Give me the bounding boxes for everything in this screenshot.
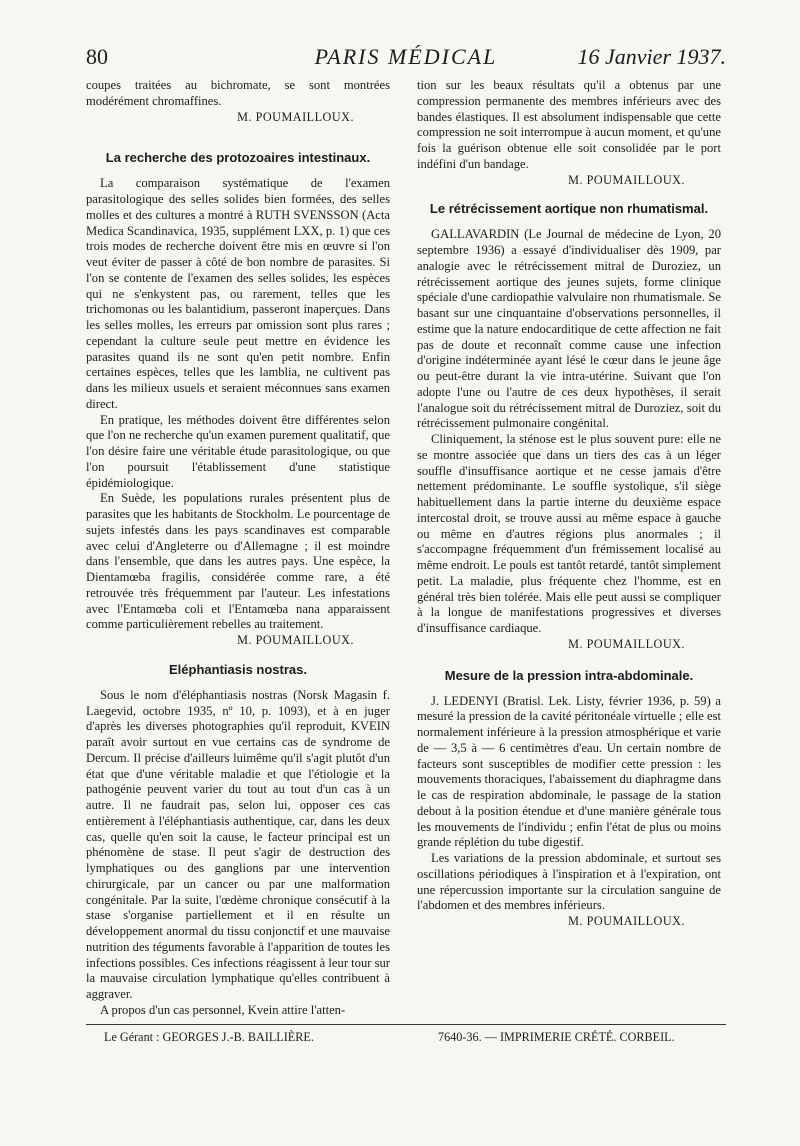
section-heading-pression: Mesure de la pression intra-abdominale. — [444, 667, 694, 683]
footer-imprimerie: 7640-36. — IMPRIMERIE CRÉTÉ. CORBEIL. — [438, 1030, 675, 1044]
paragraph: Sous le nom d'éléphantiasis nostras (Norsk Magasin f. Laegevid, octobre 1935, nº 10, p. 1093), et à en juger d'après les diverses photographies qu'il reproduit, KVEIN paraît avoir surtout en vue certains cas de syndrome de Dercum. Il précise d'ailleurs luimême qu'il s'agit plutôt d'un état que d'une véritable maladie et que l'étiologie et la pathogénie peuvent varier du tout au tout d'un cas à un autre. Il ne faudrait pas, selon lui, opposer ces cas entièrement à l'éléphantiasis authentique, car, dans les deux cas, quelle qu'en soit la cause, le facteur principal est un phénomène de stase. Il peut s'agir de destruction des lymphatiques ou des ganglions par une intervention chirurgicale, par un cancer ou par une malformation congénitale. Par la suite, l'œdème chronique consécutif à la stase s'organise partiellement et il en résulte un développement anormal du tissu conjonctif et une mauvaise nutrition des téguments favorable à l'apparition de toutes les infections possibles. Ces infections réagissent à leur tour sur la mauvaise circulation lymphatique qu'elles contribuent à aggraver. — [86, 687, 390, 1001]
paragraph: A propos d'un cas personnel, Kvein attire l'atten- — [100, 1002, 346, 1017]
running-header — [86, 44, 726, 76]
author-signature: M. POUMAILLOUX. — [568, 914, 685, 928]
paragraph: En Suède, les populations rurales présentent plus de parasites que les habitants de Stockholm. Le pourcentage de sujets infestés dans les pays scandinaves est comparable avec celui d'Angleterre ou d'Allemagne ; il est moindre dans l'ensemble, que dans les autres pays. Une espèce, la Dientamœba fragilis, considérée comme rare, a été retrouvée très fréquemment par l'auteur. Les infestations avec l'Entamœba coli et l'Entamœba nana apparaissent comme particulièrement rebelles au traitement. — [86, 491, 390, 632]
footer-gerant: Le Gérant : GEORGES J.-B. BAILLIÈRE. — [104, 1030, 314, 1044]
author-signature: M. POUMAILLOUX. — [568, 172, 685, 187]
journal-title: PARIS MÉDICAL — [314, 44, 498, 69]
section-heading-retrecissement: Le rétrécissement aortique non rhumatismal. — [429, 201, 709, 217]
paragraph: GALLAVARDIN (Le Journal de médecine de Lyon, 20 septembre 1936) a essayé d'individualiser dès 1909, par analogie avec le rétrécissement mitral de Duroziez, un rétrécissement aortique des jeunes sujets, forme clinique spéciale d'une cardiopathie valvulaire non rhumatismale. Se basant sur une cinquantaine d'observations personnelles, il estime que la nature endocarditique de cette affection ne fait pas de doute et reconnaît comme cause une infection d'origine indéterminée ayant lésé le cœur dans le jeune âge ou peut-être durant la vie intra-utérine. Suivant que l'on adopte l'une ou l'autre de ces deux hypothèses, il serait l'analogue soit du rétrécissement mitral de Duroziez, soit du rétrécissement pulmonaire congénital. — [417, 227, 721, 431]
section-heading-elephantiasis: Eléphantiasis nostras. — [169, 661, 307, 677]
paragraph: La comparaison systématique de l'examen parasitologique des selles solides bien formées, des selles molles et des cultures a montré à RUTH SVENSSON (Acta Medica Scandinavica, 1935, supplément LXX, p. 1) que ces trois modes de recherche doivent être mis en œuvre si l'on veut éviter de passer à côté de bon nombre de parasites. Si l'on se contente de l'examen des selles solides, les espèces qui ne s'enkystent pas, ou rarement, telles que les trichomonas ou les balantidium, passeront inaperçues. Dans les selles molles, les erreurs par omission sont plus rares ; cependant la culture seule peut mettre en évidence les parasites quand ils ne sont qu'en petit nombre. Enfin certaines espèces, telles que les lamblia, ne cultivent pas dans les milieux usuels et seraient méconnues sans examen direct. — [86, 176, 390, 411]
issue-date: 16 Janvier 1937. — [577, 44, 726, 69]
paragraph: tion sur les beaux résultats qu'il a obtenus par une compression permanente des membres inférieurs avec des bandes élastiques. Il est absolument indispensable que cette compression ne soit interrompue à aucun moment, et qu'une fois la guérison obtenue elle soit consolidée par le port indéfini d'un bandage. — [417, 78, 721, 171]
author-signature: M. POUMAILLOUX. — [237, 633, 354, 647]
section-heading-protozoaires: La recherche des protozoaires intestinaux. — [105, 150, 371, 166]
author-signature: M. POUMAILLOUX. — [568, 636, 685, 651]
paragraph: En pratique, les méthodes doivent être différentes selon que l'on ne recherche qu'un examen purement qualitatif, que l'on désire faire une véritable étude parasitologique, ou que l'on poursuit l'établissement d'une statistique épidémiologique. — [86, 412, 390, 490]
paragraph: Les variations de la pression abdominale, et surtout ses oscillations périodiques à l'inspiration et à l'expiration, ont une répercussion importante sur la circulation sanguine de l'abdomen et des membres inférieurs. — [417, 851, 721, 913]
right-column — [417, 78, 721, 930]
paragraph: J. LEDENYI (Bratisl. Lek. Listy, février 1936, p. 59) a mesuré la pression de la cavité péritonéale virtuelle ; elle est normalement inférieure à la pression atmosphérique et varie de — 3,5 à — 6 centimètres d'eau. Un certain nombre de facteurs sont susceptibles de modifier cette pression : les mouvements thoraciques, l'abaissement du diaphragme dans le cas de respiration abdominale, le passage de la station debout à la position étendue et d'une manière générale tous les mouvements de l'individu ; enfin l'état de plus ou moins grande réplétion du tube digestif. — [417, 693, 721, 850]
author-signature: M. POUMAILLOUX. — [237, 109, 354, 124]
footer-rule — [86, 1024, 726, 1025]
intro-text: coupes traitées au bichromate, se sont montrées modérément chromaffines. — [86, 78, 390, 108]
paragraph: Cliniquement, la sténose est le plus souvent pure: elle ne se montre associée que dans un tiers des cas à un léger souffle d'insuffisance aortique et ne cesse jamais d'être nettement prédominante. Le souffle systolique, s'il siège habituellement dans la partie interne du deuxième espace intercostal droit, se trouve aussi au même espace à gauche ou même en d'autres régions plus anormales ; il s'accompagne fréquemment d'un frémissement localisé au même endroit. Le pouls est tantôt retardé, tantôt simplement petit. La maladie, plus fréquente chez l'homme, est en général très bien tolérée. Mais elle peut aussi se compliquer à la longue de manifestations progressives et diverses d'insuffisance cardiaque. — [417, 432, 721, 635]
left-column — [86, 78, 390, 1019]
page-number: 80 — [86, 44, 108, 69]
